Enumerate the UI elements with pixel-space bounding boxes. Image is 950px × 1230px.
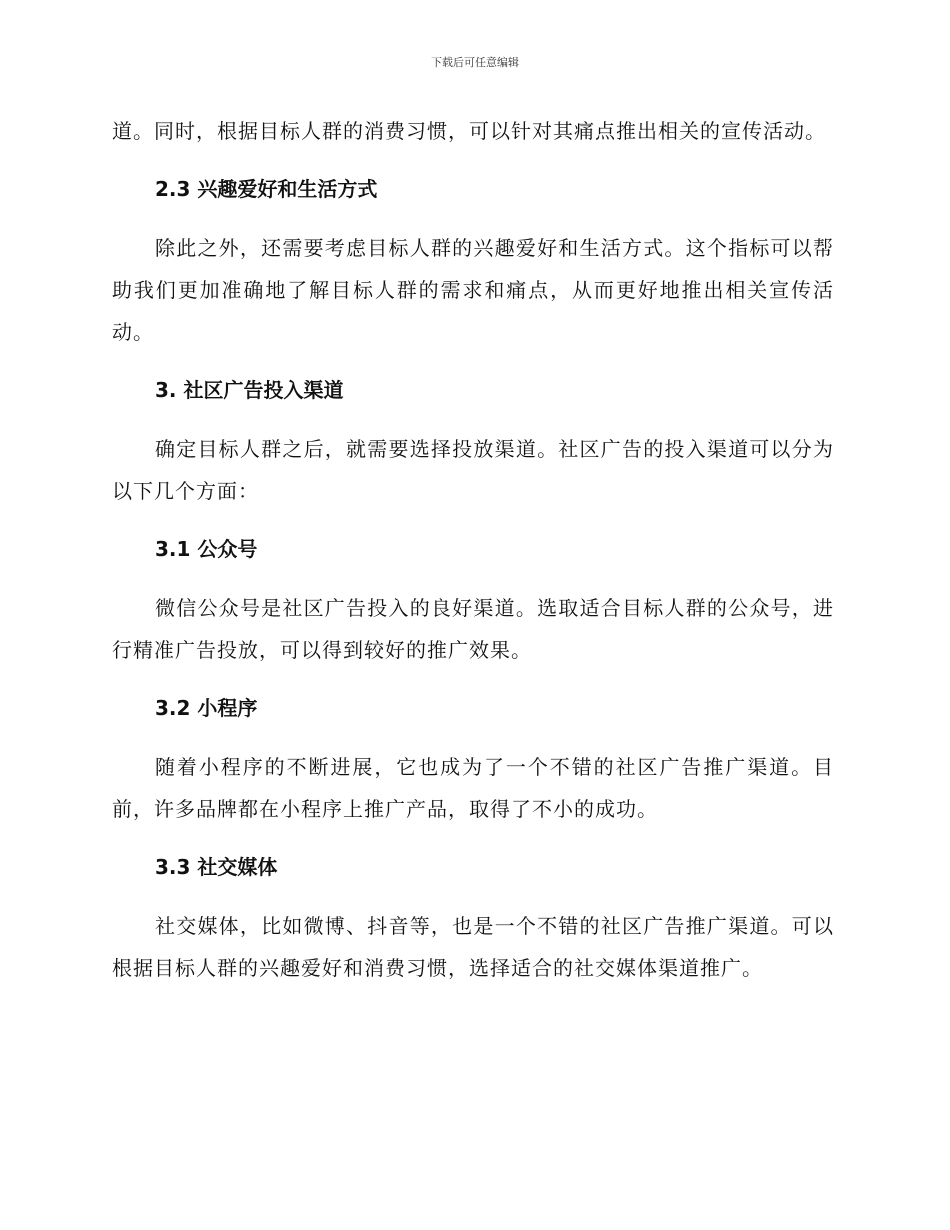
- paragraph-mini-program: 随着小程序的不断进展，它也成为了一个不错的社区广告推广渠道。目前，许多品牌都在小程序上推广产品，取得了不小的成功。: [112, 755, 834, 821]
- paragraph-social-media: 社交媒体，比如微博、抖音等，也是一个不错的社区广告推广渠道。可以根据目标人群的兴趣爱好和消费习惯，选择适合的社交媒体渠道推广。: [112, 914, 834, 980]
- paragraph-interests: 除此之外，还需要考虑目标人群的兴趣爱好和生活方式。这个指标可以帮助我们更加准确地了解目标人群的需求和痛点，从而更好地推出相关宣传活动。: [112, 236, 834, 344]
- section-heading-3-1: 3.1 公众号: [155, 537, 258, 561]
- section-heading-2-3: 2.3 兴趣爱好和生活方式: [155, 177, 378, 201]
- paragraph-continued: 道。同时，根据目标人群的消费习惯，可以针对其痛点推出相关的宣传活动。: [112, 119, 826, 143]
- section-heading-3-3: 3.3 社交媒体: [155, 855, 278, 879]
- section-heading-3-2: 3.2 小程序: [155, 696, 258, 720]
- paragraph-official-account: 微信公众号是社区广告投入的良好渠道。选取适合目标人群的公众号，进行精准广告投放，可以得到较好的推广效果。: [112, 596, 834, 662]
- section-heading-3: 3. 社区广告投入渠道: [155, 378, 344, 402]
- document-body: [112, 110, 834, 989]
- paragraph-channels-intro: 确定目标人群之后，就需要选择投放渠道。社区广告的投入渠道可以分为以下几个方面：: [112, 437, 834, 503]
- page-header: 下载后可任意编辑: [431, 56, 519, 69]
